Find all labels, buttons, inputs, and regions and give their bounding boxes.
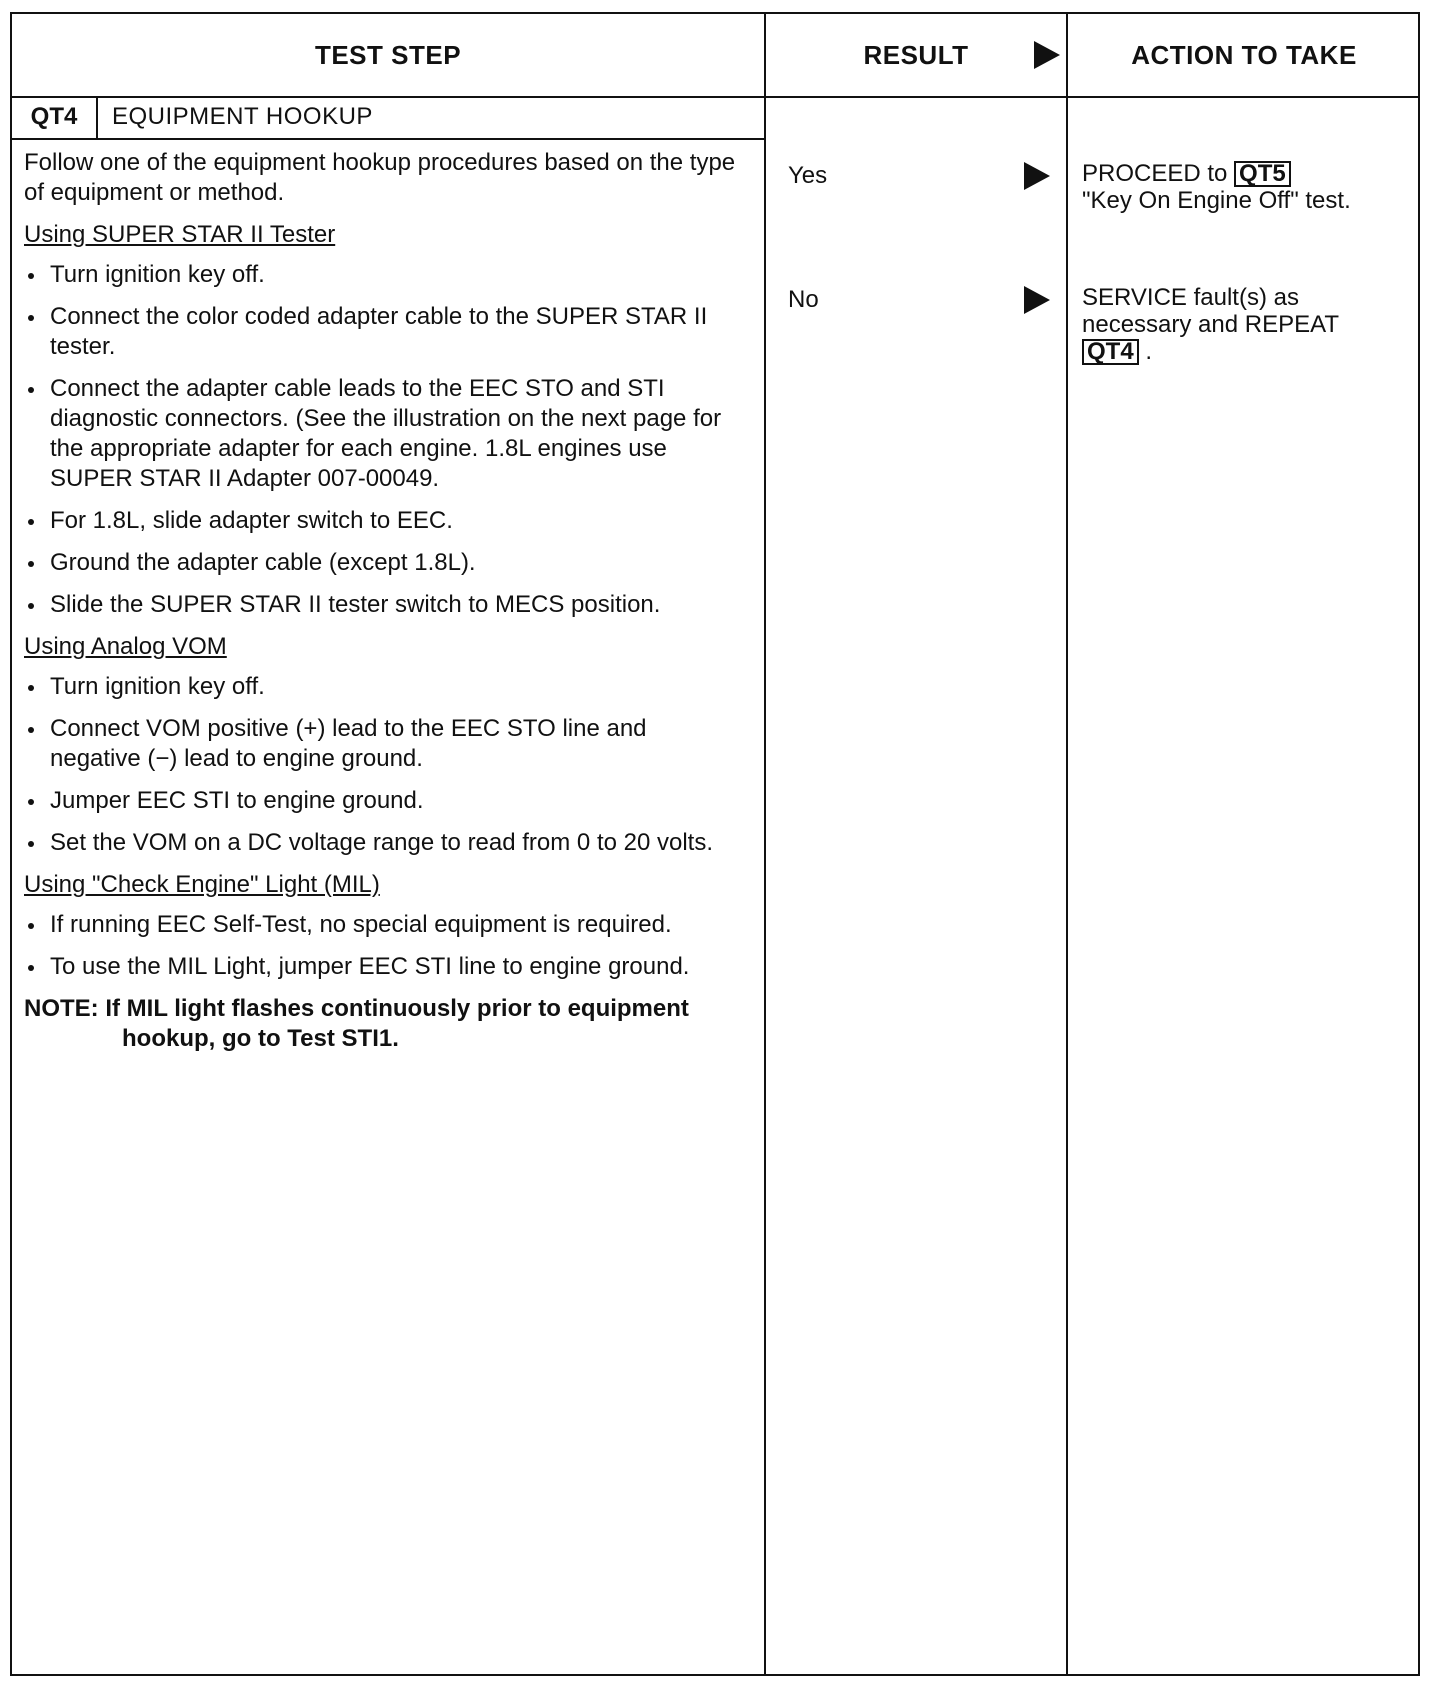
column-divider [764, 14, 766, 1674]
step-code: QT4 [12, 96, 98, 138]
header-action: ACTION TO TAKE [1131, 39, 1357, 70]
list-item: For 1.8L, slide adapter switch to EEC. [24, 506, 736, 536]
section-heading: Using Analog VOM [24, 633, 227, 660]
action-text: "Key On Engine Off" test. [1082, 187, 1351, 214]
section-super-star [24, 220, 736, 620]
note-text: NOTE: If MIL light flashes continuously prior to equipment hookup, go to Test STI1. [24, 995, 689, 1052]
intro-text: Follow one of the equipment hookup procedures based on the type of equipment or method. [24, 149, 736, 206]
list-item: If running EEC Self-Test, no special equipment is required. [24, 910, 736, 940]
action-text: . [1145, 338, 1153, 365]
list-item: Turn ignition key off. [24, 260, 736, 290]
step-title-bar [12, 96, 764, 140]
bullet-list [24, 910, 736, 982]
step-reference-link[interactable]: QT5 [1234, 161, 1291, 187]
column-divider [1066, 14, 1068, 1674]
action-text: SERVICE fault(s) as necessary and REPEAT [1082, 284, 1340, 338]
test-step-body [24, 148, 736, 1066]
bullet-list [24, 672, 736, 858]
list-item: Turn ignition key off. [24, 672, 736, 702]
table-header [12, 14, 1418, 98]
action-no [1082, 284, 1402, 365]
action-yes [1082, 160, 1402, 214]
list-item: Slide the SUPER STAR II tester switch to MECS position. [24, 590, 736, 620]
list-item: Connect the color coded adapter cable to the SUPER STAR II tester. [24, 302, 736, 362]
arrow-right-icon [1024, 162, 1050, 190]
bullet-list [24, 260, 736, 620]
list-item: Jumper EEC STI to engine ground. [24, 786, 736, 816]
list-item: To use the MIL Light, jumper EEC STI line to engine ground. [24, 952, 736, 982]
step-title: EQUIPMENT HOOKUP [112, 103, 373, 130]
result-label: No [788, 286, 819, 313]
section-heading: Using SUPER STAR II Tester [24, 221, 336, 248]
header-result [766, 14, 1066, 96]
arrow-right-icon [1024, 286, 1050, 314]
result-no [788, 286, 1048, 314]
action-text: PROCEED to [1082, 160, 1228, 187]
header-test-step: TEST STEP [314, 39, 462, 70]
section-heading: Using "Check Engine" Light (MIL) [24, 871, 380, 898]
result-label: Yes [788, 162, 828, 189]
section-check-engine [24, 870, 736, 982]
list-item: Ground the adapter cable (except 1.8L). [24, 548, 736, 578]
step-reference-link[interactable]: QT4 [1082, 339, 1139, 365]
result-yes [788, 162, 1048, 190]
list-item: Set the VOM on a DC voltage range to read from 0 to 20 volts. [24, 828, 736, 858]
list-item: Connect VOM positive (+) lead to the EEC STO line and negative (−) lead to engine ground. [24, 714, 736, 774]
arrow-right-icon [1034, 41, 1060, 69]
header-result-label: RESULT [863, 39, 969, 70]
section-analog-vom [24, 632, 736, 858]
list-item: Connect the adapter cable leads to the EEC STO and STI diagnostic connectors. (See the illustration on the next page for the appropriate adapter for each engine. 1.8L engines use SUPER STAR II Adapter 007-00049. [24, 374, 736, 494]
